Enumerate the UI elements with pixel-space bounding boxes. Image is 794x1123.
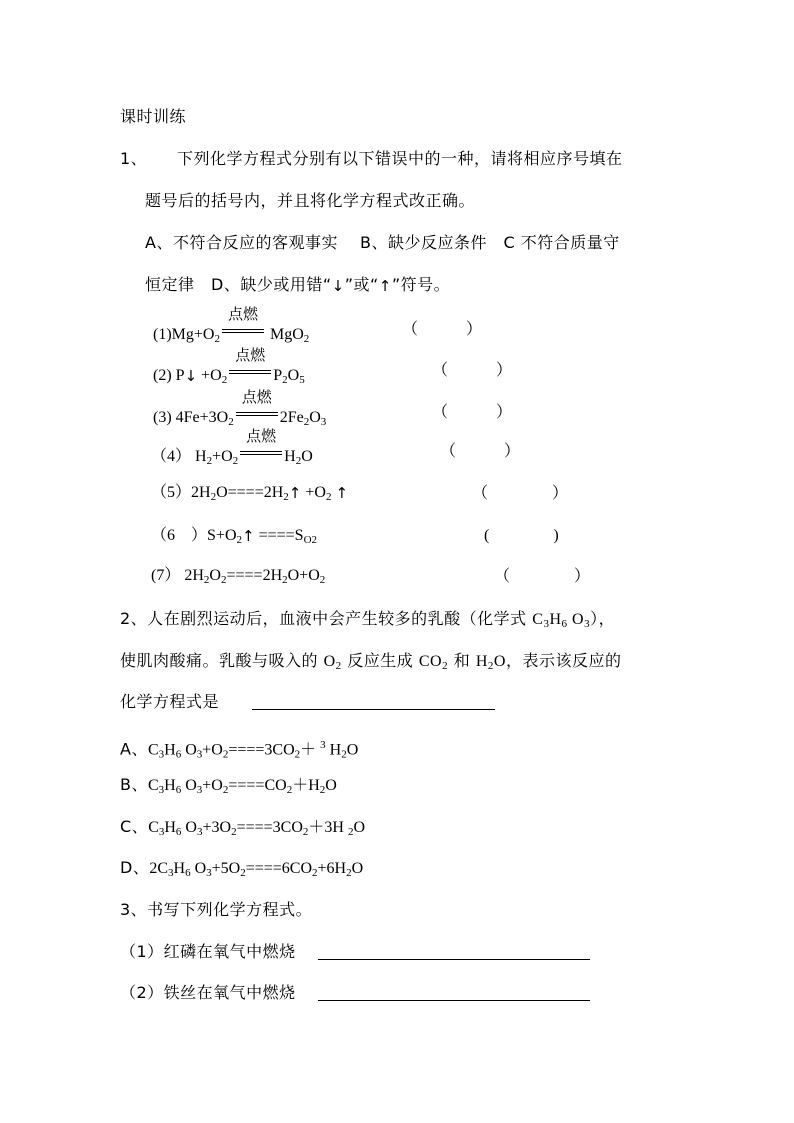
q2-option-c: C、$C_3H_6$ $O_3+3O_2====3CO_2+3H$ $_2$O [120,817,366,838]
up-arrow-icon: ↑ [288,484,302,502]
q1-options-line2-c: ”符号。 [391,275,451,294]
q1-item-1: $(1)Mg+O_2$ 点燃 MgO$_2$ [153,305,310,345]
condition-text: 点燃 [241,388,272,406]
answer-paren-6: ( ) [484,527,559,544]
q1-text-line1: 下列化学方程式分别有以下错误中的一种，请将相应序号填在 [177,149,623,168]
reaction-condition [234,388,280,422]
item-label: (1) [153,326,172,343]
q2-option-b: B、$C_3H_6$ $O_3+O_2====CO_2+H_2O$ [120,775,337,796]
item-label: （4） [151,448,192,465]
condition-text: 点燃 [246,427,277,445]
q1-options-line2-a: 恒定律 D、缺少或用错“ [145,275,332,294]
double-line [240,451,282,455]
q3-title: 3、书写下列化学方程式。 [120,900,313,919]
item-label: (3) [153,409,172,426]
down-arrow-icon: ↓ [184,367,198,385]
q1-item-5: $(5)2H_2O====2H_2↑ +O_2$ ↑ [151,484,349,503]
up-arrow-icon: ↑ [378,277,392,295]
q1-item-4: （4） $H_2+O_2$ 点燃 $H_2O$ [151,427,313,467]
option-label: C、 [120,817,149,836]
reaction-condition [227,346,273,380]
answer-paren-7: （ ） [494,566,591,585]
item-label: (7） [151,567,181,584]
q3-answer-blank-1[interactable] [318,959,590,960]
condition-text: 点燃 [227,305,258,323]
q3-item-1: （1）红磷在氧气中燃烧 [120,942,296,961]
q2-line2-b: 反应生成 [347,651,414,670]
answer-paren-3: （ ） [432,402,513,421]
item-label: （5） [151,484,192,501]
double-line [236,412,278,416]
page-title: 课时训练 [120,107,187,126]
q2-line2-a: 使肌肉酸痛。乳酸与吸入的 [120,651,319,670]
item-label: (2) [153,367,172,384]
q2-line2-d: ，表示该反应的 [505,651,622,670]
q1-item-2: (2) P↓ $+O_2$ 点燃 $P_2O_5$ [153,346,305,386]
q1-item-7: (7） $2H_2O_2====2H_2O+O_2$ [151,567,326,586]
reaction-condition [238,427,284,461]
q2-line2: 使肌肉酸痛。乳酸与吸入的 $O_2$ 反应生成 $CO_2$ 和 $H_2O$，表示该反应的 [120,651,622,672]
option-label: B、 [120,775,148,794]
q1-options-line2 [145,275,450,296]
up-arrow-icon: ↑ [335,484,349,502]
q1-options-line2-b: ”或“ [344,275,379,294]
double-line [229,370,271,374]
q2-line1-text: 2、人在剧烈运动后，血液中会产生较多的乳酸（化学式 [120,609,527,628]
up-arrow-icon: ↑ [242,527,255,545]
q3-item-2: （2）铁丝在氧气中燃烧 [120,983,296,1002]
q2-line2-c: 和 [453,651,471,670]
q2-line3: 化学方程式是 [120,692,220,711]
condition-text: 点燃 [235,346,266,364]
option-label: A、 [120,739,148,759]
answer-paren-1: （ ） [402,319,483,338]
item-label: （6 ） [151,527,208,544]
q2-answer-blank[interactable] [252,709,495,710]
q1-text-line2: 题号后的括号内，并且将化学方程式改正确。 [145,191,476,210]
down-arrow-icon: ↓ [331,277,345,295]
answer-paren-4: （ ） [440,441,521,460]
q1-item-3: (3) $4Fe+3O_2$ 点燃 $2Fe_2O_3$ [153,388,327,428]
q2-line1: 2、人在剧烈运动后，血液中会产生较多的乳酸（化学式 $C_3H_6$ $O_3$）， [120,609,616,630]
q2-option-a: A、$C_3H_6$ $O_3+O_2====3CO_2+ ^3$ $H_2O$ [120,739,359,761]
reaction-condition [220,305,266,339]
q2-option-d: D、$2C_3H_6$ $O_3+5O_2====6CO_2+6H_2O$ [120,858,364,879]
double-line [222,329,264,333]
q1-options-line1: A、不符合反应的客观事实 B、缺少反应条件 C 不符合质量守 [145,233,620,252]
option-label: D、 [120,858,150,877]
q3-answer-blank-2[interactable] [318,1000,590,1001]
q1-number: 1、 [120,149,148,168]
q1-item-6: （6 ）$S+O_2↑ ====S_{O2}$ [151,527,318,546]
answer-paren-2: （ ） [432,360,513,379]
answer-paren-5: （ ） [472,483,569,502]
